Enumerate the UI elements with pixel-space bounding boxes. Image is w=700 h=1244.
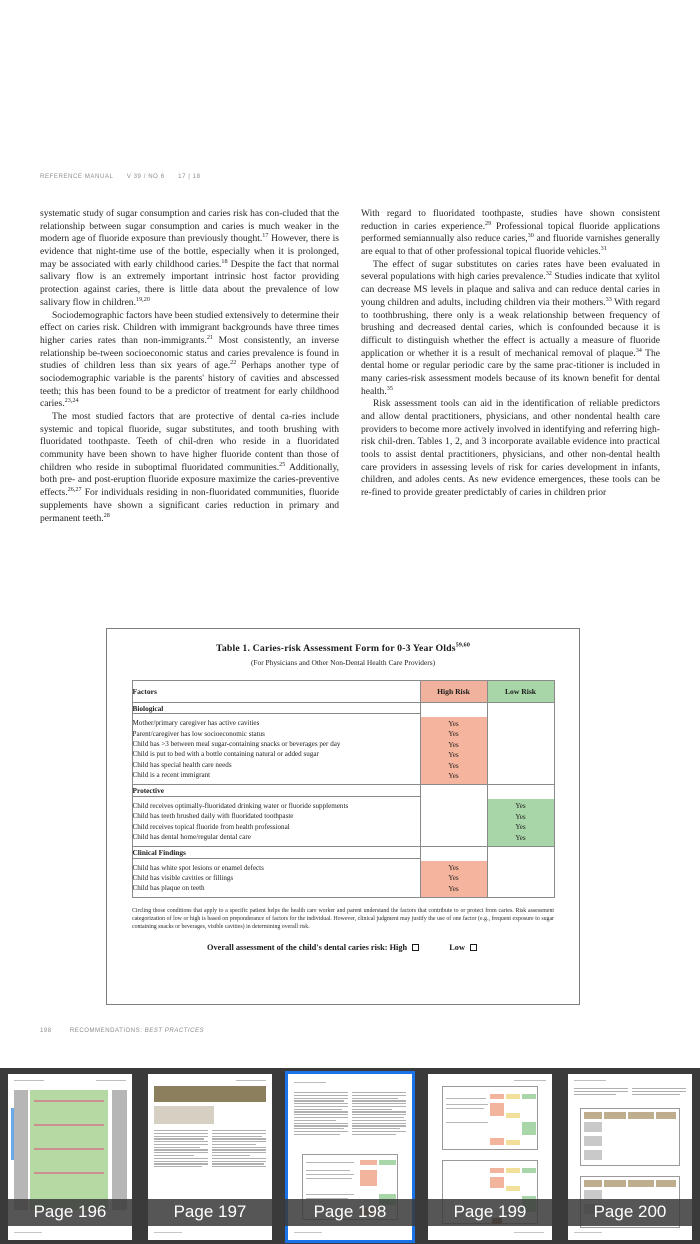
mini-table-cell xyxy=(584,1122,602,1132)
mini-high-risk-header xyxy=(490,1168,504,1173)
low-risk-cell-biological xyxy=(487,703,554,785)
list-item: Child receives topical fluoride from health professional xyxy=(132,822,290,831)
mini-header-rule xyxy=(574,1080,606,1081)
footer-section-italic: BEST PRACTICES xyxy=(144,1027,205,1034)
mini-footer-rule xyxy=(294,1232,322,1233)
thumbnail-page-198[interactable] xyxy=(280,1068,420,1244)
mark-yes: Yes xyxy=(515,833,526,842)
thumbnail-page-199[interactable] xyxy=(420,1068,560,1244)
checkbox-low[interactable] xyxy=(470,944,477,951)
table-row xyxy=(132,785,554,797)
section-label-biological: Biological xyxy=(132,703,420,714)
list-item: Child is put to bed with a bottle containing natural or added sugar xyxy=(132,750,319,759)
section-label-clinical-findings: Clinical Findings xyxy=(132,847,420,859)
mini-column-right xyxy=(352,1092,406,1137)
checkbox-high[interactable] xyxy=(412,944,419,951)
mini-table-line xyxy=(306,1178,352,1179)
mini-high-risk-fill xyxy=(490,1138,504,1145)
low-risk-cell-clinical-findings xyxy=(487,847,554,898)
mini-green-table xyxy=(30,1090,108,1210)
low-risk-marks-protective xyxy=(488,799,554,846)
thumbnail-label: Page 198 xyxy=(280,1199,420,1226)
mini-moderate-risk-header xyxy=(506,1094,520,1099)
table-title xyxy=(107,643,579,654)
mini-footer-rule xyxy=(154,1232,182,1233)
mini-high-risk-fill xyxy=(490,1177,504,1188)
high-risk-cell-protective xyxy=(420,785,487,847)
mini-row-mark xyxy=(34,1148,104,1150)
caries-risk-table xyxy=(132,680,555,898)
mini-table-header-cell xyxy=(604,1112,626,1119)
mini-table-line xyxy=(446,1122,488,1123)
table-row xyxy=(132,847,554,859)
mini-header-rule xyxy=(236,1080,266,1081)
list-item: Child has teeth brushed daily with fluoridated toothpaste xyxy=(132,812,294,821)
mini-table-cell xyxy=(584,1136,602,1146)
table-footnote: Circling those conditions that apply to a specific patient helps the health care worker and parent understand the factors that contribute to or protect from caries. Risk assessment categorization of low or high is based on preponderance of factors for the individual. However, clinical judgment may justify the use of one factor (e.g., frequent exposure to sugar containing snacks or beverages, visible cavities) in determining overall risk. xyxy=(132,908,554,931)
table-subtitle: (For Physicians and Other Non-Dental Health Care Providers) xyxy=(250,658,436,667)
mini-text-block xyxy=(112,1090,127,1210)
footer-page-number: 198 xyxy=(40,1027,52,1034)
mini-table-line xyxy=(306,1194,354,1195)
cell-spacer xyxy=(421,847,487,861)
running-head-years: 17 | 18 xyxy=(178,173,201,180)
paragraph: The most studied factors that are protective of dental ca-ries include systemic and topical fluoride, sugar substitutes, and tooth brushing with fluoridated toothpaste. Teeth of chil-dren who reside in a fluoridated community have been shown to have higher fluoride content than those of children who reside in suboptimal fluoridated communities.$^{25}$ Additionally, both pre- and post-eruption fluoride exposure maximize the caries-preventive effects.$^{26,27}$ For individuals residing in non-fluoridated communities, fluoride supplements have shown a significant caries reduction in primary and permanent teeth.$^{28}$ xyxy=(40,411,339,524)
mini-header-rule xyxy=(14,1080,44,1081)
mini-footer-rule xyxy=(574,1232,602,1233)
thumbnail-page-197[interactable] xyxy=(140,1068,280,1244)
paragraph: The effect of sugar substitutes on caries rates have been evaluated in several populations with high caries prevalence.$^{32}$ Studies indicate that xylitol can decrease MS levels in plaque and saliva and can reduce dental caries in young children and adults, including children via their mothers.$^{33}$ With regard to toothbrushing, there only is a weak relationship between frequency of brushing and decreased dental caries, which is confounded because it is difficult to distinguish whether the effect is actually a measure of fluoride application or whether it is a result of mechanical removal of plaque.$^{34}$ The dental home or regular periodic care by the same prac-titioner is included in many caries-risk assessment models because of its known benefit for dental health.$^{35}$ xyxy=(361,258,661,397)
overall-high-label: High xyxy=(389,942,408,952)
section-items-protective xyxy=(132,797,420,847)
paragraph: With regard to fluoridated toothpaste, studies have shown consistent reduction in caries experience.$^{29}$ Professional topical fluoride applications performed semiannually also reduce caries,$^{30}$ and fluoride varnishes generally are equal to that of other professional topical fluoride vehicles.$^{31}$ xyxy=(361,208,661,258)
mini-low-risk-header xyxy=(379,1160,396,1165)
mini-low-risk-header xyxy=(522,1168,536,1173)
column-header-factors: Factors xyxy=(132,681,420,703)
mini-moderate-risk-fill xyxy=(506,1140,520,1145)
section-label-protective: Protective xyxy=(132,785,420,797)
mini-header-rule xyxy=(294,1082,326,1083)
mini-table-header-cell xyxy=(656,1180,676,1187)
page-footer xyxy=(40,1027,204,1034)
left-column xyxy=(40,208,339,525)
body-columns xyxy=(40,208,660,525)
list-item: Child has visible cavities or fillings xyxy=(132,874,234,883)
mini-table-line xyxy=(306,1174,354,1175)
mark-yes: Yes xyxy=(448,772,459,781)
mini-table-header-cell xyxy=(628,1180,654,1187)
mini-table-line xyxy=(446,1108,484,1109)
table-row xyxy=(132,703,554,714)
mark-yes: Yes xyxy=(448,720,459,728)
list-item: Parent/caregiver has low socioeconomic status xyxy=(132,729,265,738)
page-thumbnail-strip[interactable] xyxy=(0,1068,700,1244)
table-title-superscript: 59,60 xyxy=(455,642,470,649)
mark-yes: Yes xyxy=(448,864,459,873)
mini-column-left xyxy=(294,1092,348,1137)
overall-assessment-label: Overall assessment of the child's dental caries risk: xyxy=(207,942,388,952)
mini-header-rule xyxy=(96,1080,126,1081)
mini-column-right xyxy=(212,1130,266,1169)
running-head xyxy=(40,173,201,180)
mini-table-header-cell xyxy=(628,1112,654,1119)
mini-low-risk-fill xyxy=(522,1122,536,1135)
mini-footer-rule xyxy=(14,1232,42,1233)
mini-table-line xyxy=(306,1170,350,1171)
mini-low-risk-header xyxy=(522,1094,536,1099)
thumbnail-label: Page 200 xyxy=(560,1199,700,1226)
mini-table-header-cell xyxy=(604,1180,626,1187)
mark-yes: Yes xyxy=(448,751,459,760)
footer-section: RECOMMENDATIONS: xyxy=(69,1027,143,1034)
mini-high-risk-fill xyxy=(360,1170,377,1186)
table-1-figure xyxy=(106,628,580,1005)
thumbnail-page-200[interactable] xyxy=(560,1068,700,1244)
right-column xyxy=(361,208,660,525)
section-items-clinical-findings xyxy=(132,859,420,898)
mini-footer-rule xyxy=(514,1232,544,1233)
mini-table-line xyxy=(306,1162,354,1163)
thumbnail-label: Page 199 xyxy=(420,1199,560,1226)
mini-abstract-block xyxy=(154,1106,214,1124)
overall-assessment-row xyxy=(132,943,554,952)
high-risk-marks-clinical-findings xyxy=(421,861,487,897)
list-item: Child has dental home/regular dental care xyxy=(132,833,251,841)
list-item: Child has plaque on teeth xyxy=(132,884,205,893)
low-risk-cell-protective xyxy=(487,785,554,847)
mini-header-rule xyxy=(514,1080,546,1081)
overall-low-label: Low xyxy=(449,942,465,952)
mini-table-cell xyxy=(584,1150,602,1160)
mini-row-mark xyxy=(34,1124,104,1126)
section-items-biological xyxy=(132,714,420,785)
mark-yes: Yes xyxy=(448,884,459,893)
mini-row-mark xyxy=(34,1100,104,1102)
mark-yes: Yes xyxy=(515,802,526,811)
mini-title-band xyxy=(154,1086,266,1102)
mini-column-left xyxy=(574,1088,628,1096)
list-item: Child has >3 between meal sugar-containing snacks or beverages per day xyxy=(132,739,341,748)
mini-table-header-cell xyxy=(584,1112,602,1119)
mini-high-risk-header xyxy=(360,1160,377,1165)
mark-yes: Yes xyxy=(448,874,459,883)
thumbnail-label: Page 196 xyxy=(0,1199,140,1226)
mark-yes: Yes xyxy=(515,823,526,832)
mini-table-header-cell xyxy=(584,1180,602,1187)
column-header-low-risk: Low Risk xyxy=(487,681,554,703)
thumbnail-label: Page 197 xyxy=(140,1199,280,1226)
list-item: Child has white spot lesions or enamel defects xyxy=(132,863,264,872)
list-item: Mother/primary caregiver has active cavities xyxy=(132,719,260,728)
running-head-manual: REFERENCE MANUAL xyxy=(40,173,114,180)
mini-moderate-risk-header xyxy=(506,1168,520,1173)
list-item: Child has special health care needs xyxy=(132,760,232,769)
mark-yes: Yes xyxy=(448,740,459,749)
mini-text-block xyxy=(14,1090,28,1210)
mini-column-right xyxy=(632,1088,686,1096)
mini-table-header-cell xyxy=(656,1112,676,1119)
mini-column-left xyxy=(154,1130,208,1169)
high-risk-cell-clinical-findings xyxy=(420,847,487,898)
mini-moderate-risk-fill xyxy=(506,1186,520,1191)
column-header-high-risk: High Risk xyxy=(420,681,487,703)
paragraph: Sociodemographic factors have been studied extensively to determine their effect on caries risk. Children with immigrant backgrounds have three times higher caries rates than non-immigrants.$^{21}$ Most consistently, an inverse relationship be-tween socioeconomic status and caries prevalence is found in studies of children less than six years of age.$^{22}$ Perhaps another type of sociodemographic variable is the parents' history of cavities and abscessed teeth; this has been found to be a predictor of treatment for early childhood caries.$^{23,24}$ xyxy=(40,309,339,410)
high-risk-marks-biological xyxy=(421,717,487,784)
paragraph: systematic study of sugar consumption and caries risk has con-cluded that the relationship between sugar consumption and caries is much weaker in the modern age of fluoride exposure than previously thought.$^{17}$ However, there is evidence that night-time use of the bottle, especially when it is prolonged, may be associated with early childhood caries.$^{18}$ Despite the fact that normal salivary flow is an extremely important intrinsic host factor providing protection against caries, there is little data about the prevalence of low salivary flow in children.$^{19,20}$ xyxy=(40,208,339,308)
table-header-row xyxy=(132,681,554,703)
mini-high-risk-fill xyxy=(490,1103,504,1116)
mark-yes: Yes xyxy=(448,761,459,770)
high-risk-cell-biological xyxy=(420,703,487,785)
mini-table-line xyxy=(446,1104,488,1105)
mini-high-risk-header xyxy=(490,1094,504,1099)
thumbnail-page-196[interactable] xyxy=(0,1068,140,1244)
cell-spacer xyxy=(488,785,554,799)
mark-yes: Yes xyxy=(515,812,526,821)
running-head-volume: V 39 / NO 6 xyxy=(126,173,165,180)
list-item: Child receives optimally-fluoridated drinking water or fluoride supplements xyxy=(132,801,349,810)
mark-yes: Yes xyxy=(448,730,459,739)
mini-table-line xyxy=(446,1098,486,1099)
mini-moderate-risk-fill xyxy=(506,1113,520,1118)
table-title-text: Table 1. Caries-risk Assessment Form for 0-3 Year Olds xyxy=(216,643,456,654)
paragraph: Risk assessment tools can aid in the identification of reliable predictors and allow dental practitioners, physicians, and other nondental health care providers to become more actively involved in identifying and referring high-risk chil-dren. Tables 1, 2, and 3 incorporate available evidence into practical tools to assist dental practitioners, physicians, and other non-dental health care providers in assessing levels of risk for caries development in infants, children, and adoles cents. As new evidence emergences, these tools can be re-fined to provide greater predictably of caries in children prior xyxy=(361,398,660,499)
mini-row-mark xyxy=(34,1172,104,1174)
cell-spacer xyxy=(421,703,487,717)
list-item: Child is a recent immigrant xyxy=(132,771,211,780)
